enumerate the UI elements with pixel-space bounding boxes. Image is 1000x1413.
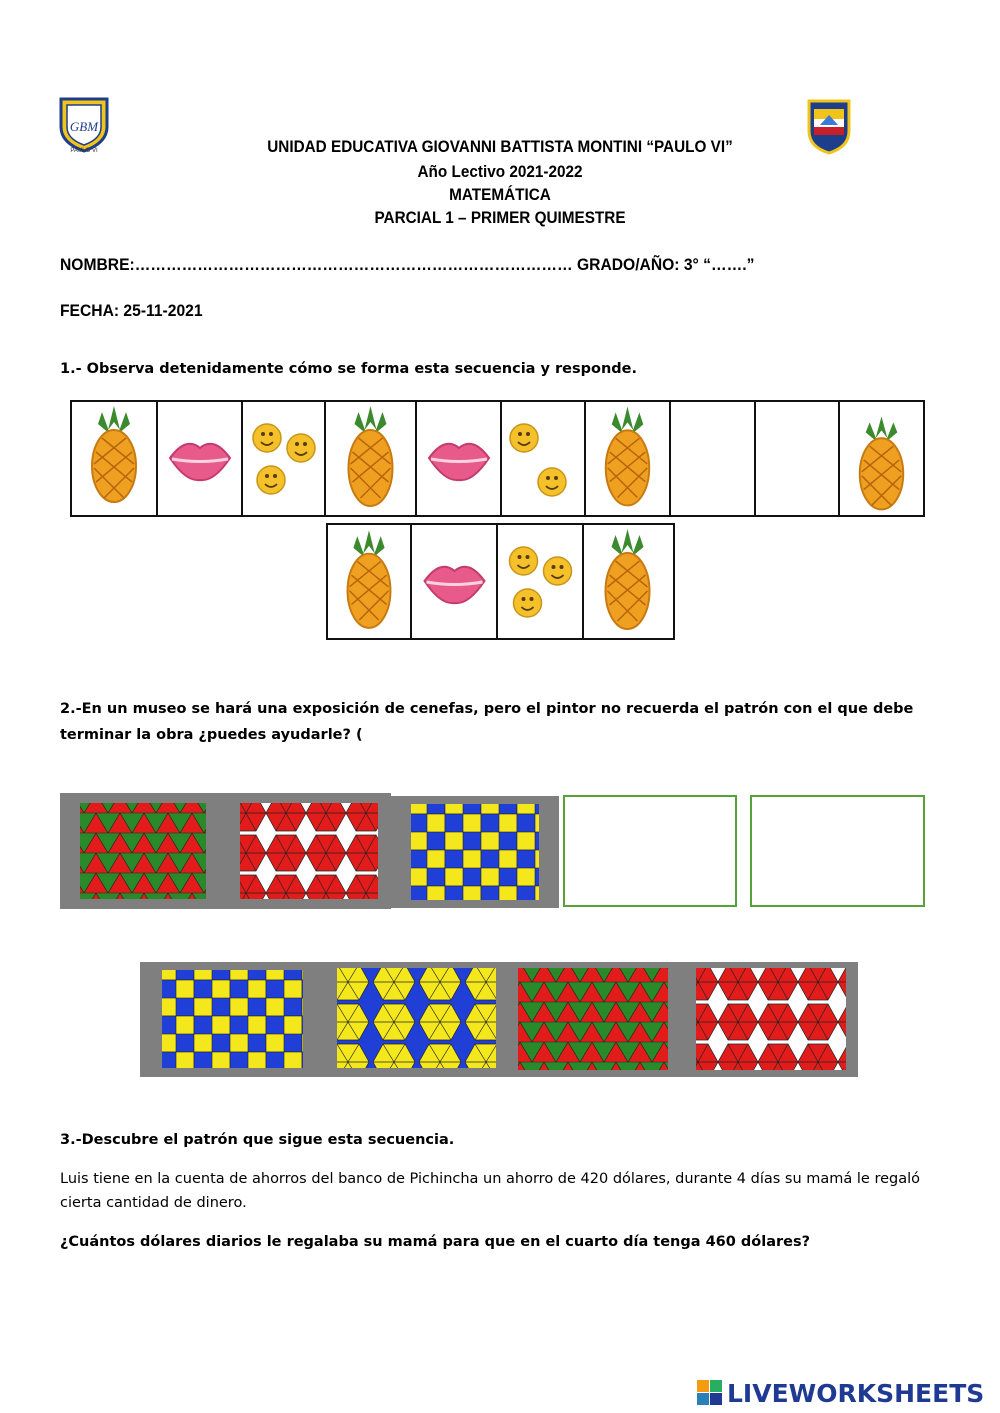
option-blue-yellow-hexagons[interactable] [325, 962, 508, 1077]
seq-cell-6 [502, 402, 586, 515]
pattern-red-green-triangles [60, 793, 226, 909]
lips-icon [412, 525, 496, 638]
seq-cell-2 [158, 402, 243, 515]
seq-cell-4 [326, 402, 417, 515]
q1-options-strip [326, 523, 675, 640]
name-grade-field[interactable]: NOMBRE:………………………………………………………………………… GRADO/AÑO: 3° “…….” [60, 255, 755, 274]
seq-cell-3 [243, 402, 326, 515]
pattern-yellow-blue-checkerboard [391, 796, 559, 908]
smileys-2-icon [502, 402, 584, 515]
question-1-title: 1.- Observa detenidamente cómo se forma esta secuencia y responde. [60, 361, 638, 377]
option-red-white-hexagons[interactable] [678, 962, 858, 1077]
seq-cell-5 [417, 402, 502, 515]
pineapple-icon [72, 402, 156, 515]
option-red-green-triangles[interactable] [508, 962, 678, 1077]
lips-icon [417, 402, 500, 515]
option-smileys[interactable] [498, 525, 584, 638]
seq-cell-8-empty[interactable] [671, 402, 756, 515]
period: PARCIAL 1 – PRIMER QUIMESTRE [374, 208, 626, 227]
pineapple-icon [328, 525, 410, 638]
smileys-3-icon [498, 525, 582, 638]
subject: MATEMÁTICA [449, 185, 551, 204]
smileys-3-icon [243, 402, 324, 515]
lips-icon [158, 402, 241, 515]
option-pineapple-1[interactable] [328, 525, 412, 638]
date-field: FECHA: 25-11-2021 [60, 301, 203, 320]
option-yellow-blue-checkerboard[interactable] [140, 962, 325, 1077]
option-lips[interactable] [412, 525, 498, 638]
pineapple-icon [840, 402, 923, 515]
seq-cell-7 [586, 402, 671, 515]
pineapple-icon [584, 525, 671, 638]
question-2-title: 2.-En un museo se hará una exposición de cenefas, pero el pintor no recuerda el patrón con el que debe terminar la obra ¿puedes ayudarle? ( [60, 701, 914, 743]
question-3-title: 3.-Descubre el patrón que sigue esta secuencia. [60, 1132, 455, 1148]
q1-sequence-strip [70, 400, 925, 517]
liveworksheets-brand: LIVEWORKSHEETS [727, 1378, 985, 1408]
pattern-empty-box-2[interactable] [750, 795, 925, 907]
liveworksheets-logo [697, 1378, 984, 1408]
question-3-body: Luis tiene en la cuenta de ahorros del banco de Pichincha un ahorro de 420 dólares, durante 4 días su mamá le regaló cierta cantidad de dinero. [60, 1171, 921, 1211]
seq-cell-10 [840, 402, 923, 515]
seq-cell-9-empty[interactable] [756, 402, 840, 515]
seq-cell-1 [72, 402, 158, 515]
liveworksheets-logo-icon [697, 1380, 723, 1406]
option-pineapple-2[interactable] [584, 525, 673, 638]
pattern-red-white-hexagons [226, 793, 391, 909]
svg-text:GBM: GBM [69, 119, 99, 134]
pattern-empty-box-1[interactable] [563, 795, 737, 907]
logo-caption: PAULO VI [70, 148, 98, 154]
pineapple-icon [586, 402, 669, 515]
question-3-question: ¿Cuántos dólares diarios le regalaba su mamá para que en el cuarto día tenga 460 dólares? [60, 1234, 811, 1250]
pineapple-icon [326, 402, 415, 515]
school-name: UNIDAD EDUCATIVA GIOVANNI BATTISTA MONTINI “PAULO VI” [267, 137, 733, 156]
school-year: Año Lectivo 2021-2022 [417, 162, 583, 181]
